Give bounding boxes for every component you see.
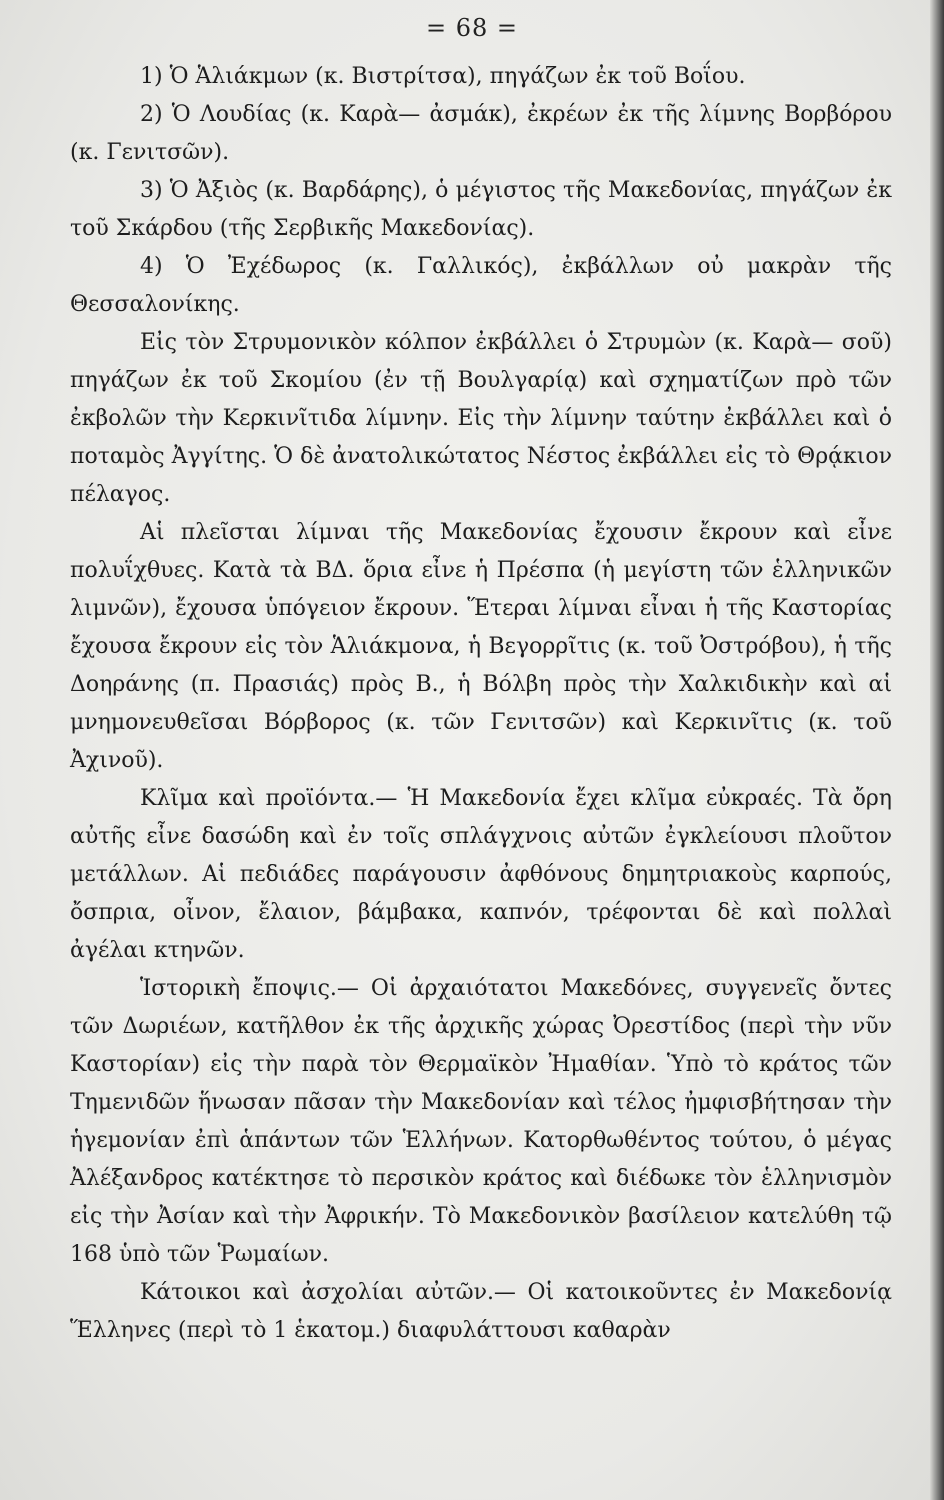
river-axios: 3) Ὁ Ἀξιὸς (κ. Βαρδάρης), ὁ μέγιστος τῆς Μακεδονίας, πηγάζων ἐκ τοῦ Σκάρδου (τῆς Σερβικῆς Μακεδονίας). xyxy=(70,178,892,241)
paragraph-lakes: Αἱ πλεῖσται λίμναι τῆς Μακεδονίας ἔχουσιν ἔκρουν καὶ εἶνε πολυΐχθυες. Κατὰ τὰ ΒΔ. ὅρια εἶνε ἡ Πρέσπα (ἡ μεγίστη τῶν ἑλληνικῶν λιμνῶν), ἔχουσα ὑπόγειον ἔκρουν. Ἕτεραι λίμναι εἶναι ἡ τῆς Καστορίας ἔχουσα ἔκρουν εἰς τὸν Ἁλιάκμονα, ἡ Βεγορρῖτις (κ. τοῦ Ὀστρόβου), ἡ τῆς Δοηράνης (π. Πρασιάς) πρὸς Β., ἡ Βόλβη πρὸς τὴν Χαλκιδικὴν καὶ αἱ μνημονευθεῖσαι Βόρβορος (κ. τῶν Γενιτσῶν) καὶ Κερκινῖτις (κ. τοῦ Ἀχινοῦ). xyxy=(70,520,892,773)
river-aliakmon: 1) Ὁ Ἁλιάκμων (κ. Βιστρίτσα), πηγάζων ἐκ τοῦ Βοΐου. xyxy=(140,64,746,89)
paragraph-history: Ἱστορικὴ ἔποψις.— Οἱ ἀρχαιότατοι Μακεδόνες, συγγενεῖς ὄντες τῶν Δωριέων, κατῆλθον ἐκ τῆς ἀρχικῆς χώρας Ὀρεστίδος (περὶ τὴν νῦν Καστορίαν) εἰς τὴν παρὰ τὸν Θερμαϊκὸν Ἠμαθίαν. Ὑπὸ τὸ κράτος τῶν Τημενιδῶν ἥνωσαν πᾶσαν τὴν Μακεδονίαν καὶ τέλος ἠμφισβήτησαν τὴν ἡγεμονίαν ἐπὶ ἁπάντων τῶν Ἑλλήνων. Κατορθωθέντος τούτου, ὁ μέγας Ἀλέξανδρος κατέκτησε τὸ περσικὸν κράτος καὶ διέδωκε τὸν ἑλληνισμὸν εἰς τὴν Ἀσίαν καὶ τὴν Ἀφρικήν. Τὸ Μακεδονικὸν βασίλειον κατελύθη τῷ 168 ὑπὸ τῶν Ῥωμαίων. xyxy=(70,976,892,1267)
paragraph-inhabitants: Κάτοικοι καὶ ἀσχολίαι αὐτῶν.— Οἱ κατοικοῦντες ἐν Μακεδονίᾳ Ἕλληνες (περὶ τὸ 1 ἑκατομ.) διαφυλάττουσι καθαρὰν xyxy=(70,1280,892,1343)
paragraph-strymon: Εἰς τὸν Στρυμονικὸν κόλπον ἐκβάλλει ὁ Στρυμὼν (κ. Καρὰ— σοῦ) πηγάζων ἐκ τοῦ Σκομίου (ἐν τῇ Βουλγαρίᾳ) καὶ σχηματίζων πρὸ τῶν ἐκβολῶν τὴν Κερκινῖτιδα λίμνην. Εἰς τὴν λίμνην ταύτην ἐκβάλλει καὶ ὁ ποταμὸς Ἀγγίτης. Ὁ δὲ ἀνατολικώτατος Νέστος ἐκβάλλει εἰς τὸ Θρᾴκιον πέλαγος. xyxy=(70,330,892,507)
page-number: = 68 = xyxy=(425,14,518,42)
body-text xyxy=(70,58,892,1350)
paragraph-climate-products: Κλῖμα καὶ προϊόντα.— Ἡ Μακεδονία ἔχει κλῖμα εὐκραές. Τὰ ὄρη αὐτῆς εἶνε δασώδη καὶ ἐν τοῖς σπλάγχνοις αὐτῶν ἐγκλείουσι πλοῦτον μετάλλων. Αἱ πεδιάδες παράγουσιν ἀφθόνους δημητριακοὺς καρπούς, ὄσπρια, οἶνον, ἔλαιον, βάμβακα, καπνόν, τρέφονται δὲ καὶ πολλαὶ ἀγέλαι κτηνῶν. xyxy=(70,786,892,963)
river-echedoros: 4) Ὁ Ἐχέδωρος (κ. Γαλλικός), ἐκβάλλων οὐ μακρὰν τῆς Θεσσαλονίκης. xyxy=(70,254,892,317)
page-edge-shadow xyxy=(930,0,944,1500)
river-loudias: 2) Ὁ Λουδίας (κ. Καρὰ— ἀσμάκ), ἐκρέων ἐκ τῆς λίμνης Βορβόρου (κ. Γενιτσῶν). xyxy=(70,102,892,165)
